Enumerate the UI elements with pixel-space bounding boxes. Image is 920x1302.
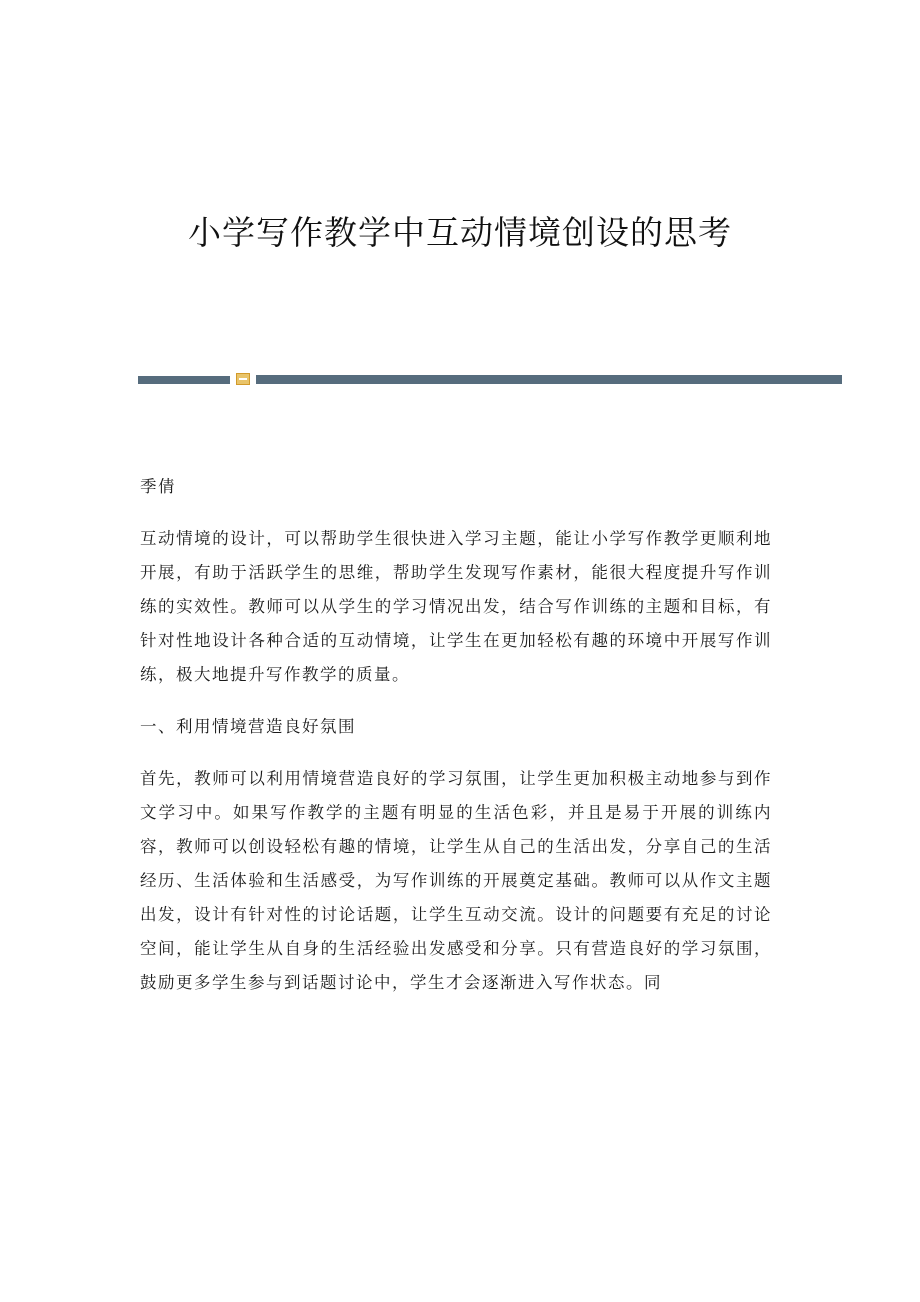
section-heading: 一、利用情境营造良好氛围 — [140, 717, 356, 736]
divider-bar-left — [138, 376, 230, 384]
document-body — [140, 470, 772, 1018]
document-title: 小学写作教学中互动情境创设的思考 — [188, 213, 732, 252]
section-paragraph: 首先，教师可以利用情境营造良好的学习氛围，让学生更加积极主动地参与到作文学习中。如果写作教学的主题有明显的生活色彩，并且是易于开展的训练内容，教师可以创设轻松有趣的情境，让学生从自己的生活出发，分享自己的生活经历、生活体验和生活感受，为写作训练的开展奠定基础。教师可以从作文主题出发，设计有针对性的讨论话题，让学生互动交流。设计的问题要有充足的讨论空间，能让学生从自身的生活经验出发感受和分享。只有营造良好的学习氛围，鼓励更多学生参与到话题讨论中，学生才会逐渐进入写作状态。同 — [140, 769, 772, 992]
author-name: 季倩 — [140, 477, 176, 496]
abstract-paragraph: 互动情境的设计，可以帮助学生很快进入学习主题，能让小学写作教学更顺利地开展，有助于活跃学生的思维，帮助学生发现写作素材，能很大程度提升写作训练的实效性。教师可以从学生的学习情况出发，结合写作训练的主题和目标，有针对性地设计各种合适的互动情境，让学生在更加轻松有趣的环境中开展写作训练，极大地提升写作教学的质量。 — [140, 529, 772, 684]
divider-bar-right — [256, 375, 842, 384]
title-divider — [138, 373, 842, 387]
divider-ornament-icon — [236, 373, 250, 385]
